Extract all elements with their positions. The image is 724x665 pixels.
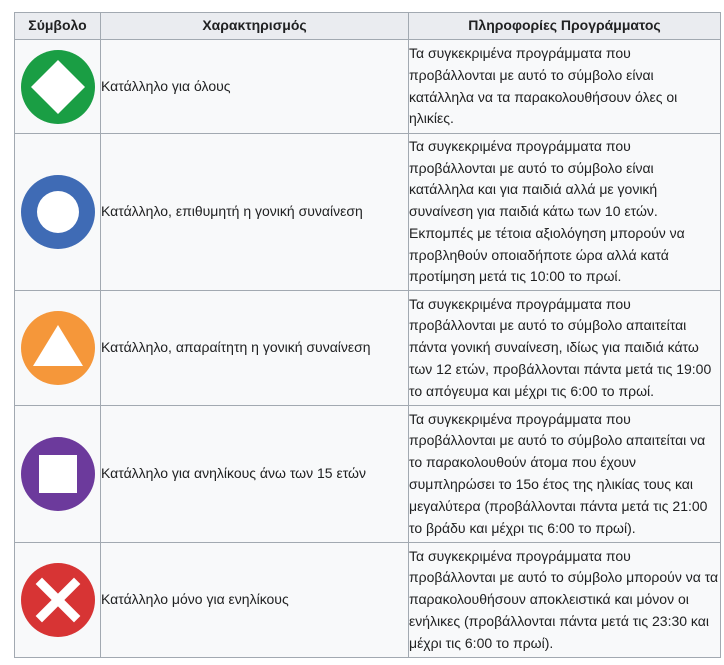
info-cell: Τα συγκεκριμένα προγράμματα που προβάλλονται με αυτό το σύμβολο απαιτείται να το παρακολουθούν άτομα που έχουν συμπληρώσει το 15ο έτος της ηλικίας τους και μεγαλύτερα (προβάλλονται πάντα μετά τις 21:00 το βράδυ και μέχρι τις 6:00 το πρωί).: [409, 406, 721, 543]
red-cross-icon: [21, 563, 95, 637]
symbol-cell: [15, 134, 101, 291]
description-cell: Κατάλληλο για όλους: [101, 40, 409, 134]
header-description: Χαρακτηρισμός: [101, 13, 409, 40]
header-symbol: Σύμβολο: [15, 13, 101, 40]
symbol-cell: [15, 406, 101, 543]
description-cell: Κατάλληλο, επιθυμητή η γονική συναίνεση: [101, 134, 409, 291]
green-diamond-icon: [21, 50, 95, 124]
description-cell: Κατάλληλο για ανηλίκους άνω των 15 ετών: [101, 406, 409, 543]
description-cell: Κατάλληλο, απαραίτητη η γονική συναίνεση: [101, 291, 409, 406]
symbol-cell: [15, 543, 101, 658]
info-cell: Τα συγκεκριμένα προγράμματα που προβάλλονται με αυτό το σύμβολο απαιτείται πάντα γονική συναίνεση, ιδίως για παιδιά κάτω των 12 ετών, προβάλλονται πάντα μετά τις 19:00 το απόγευμα και μέχρι τις 6:00 το πρωί.: [409, 291, 721, 406]
symbol-cell: [15, 40, 101, 134]
header-info: Πληροφορίες Προγράμματος: [409, 13, 721, 40]
purple-square-icon: [21, 437, 95, 511]
header-row: [15, 13, 721, 40]
table-row: [15, 406, 721, 543]
table-row: [15, 134, 721, 291]
info-cell: Τα συγκεκριμένα προγράμματα που προβάλλονται με αυτό το σύμβολο είναι κατάλληλα να τα παρακολουθήσουν όλες οι ηλικίες.: [409, 40, 721, 134]
table-row: [15, 543, 721, 658]
info-cell: Τα συγκεκριμένα προγράμματα που προβάλλονται με αυτό το σύμβολο είναι κατάλληλα και για παιδιά αλλά με γονική συναίνεση για παιδιά κάτω των 10 ετών. Εκπομπές με τέτοια αξιολόγηση μπορούν να προβληθούν οποιαδήποτε ώρα αλλά κατά προτίμηση μετά τις 10:00 το πρωί.: [409, 134, 721, 291]
symbol-cell: [15, 291, 101, 406]
table-row: [15, 291, 721, 406]
description-cell: Κατάλληλο μόνο για ενηλίκους: [101, 543, 409, 658]
table-row: [15, 40, 721, 134]
blue-circle-icon: [21, 175, 95, 249]
info-cell: Τα συγκεκριμένα προγράμματα που προβάλλονται με αυτό το σύμβολο μπορούν να τα παρακολουθήσουν αποκλειστικά και μόνον οι ενήλικες (προβάλλονται πάντα μετά τις 23:30 και μέχρι τις 6:00 το πρωί).: [409, 543, 721, 658]
orange-triangle-icon: [21, 311, 95, 385]
ratings-table: [14, 12, 721, 658]
